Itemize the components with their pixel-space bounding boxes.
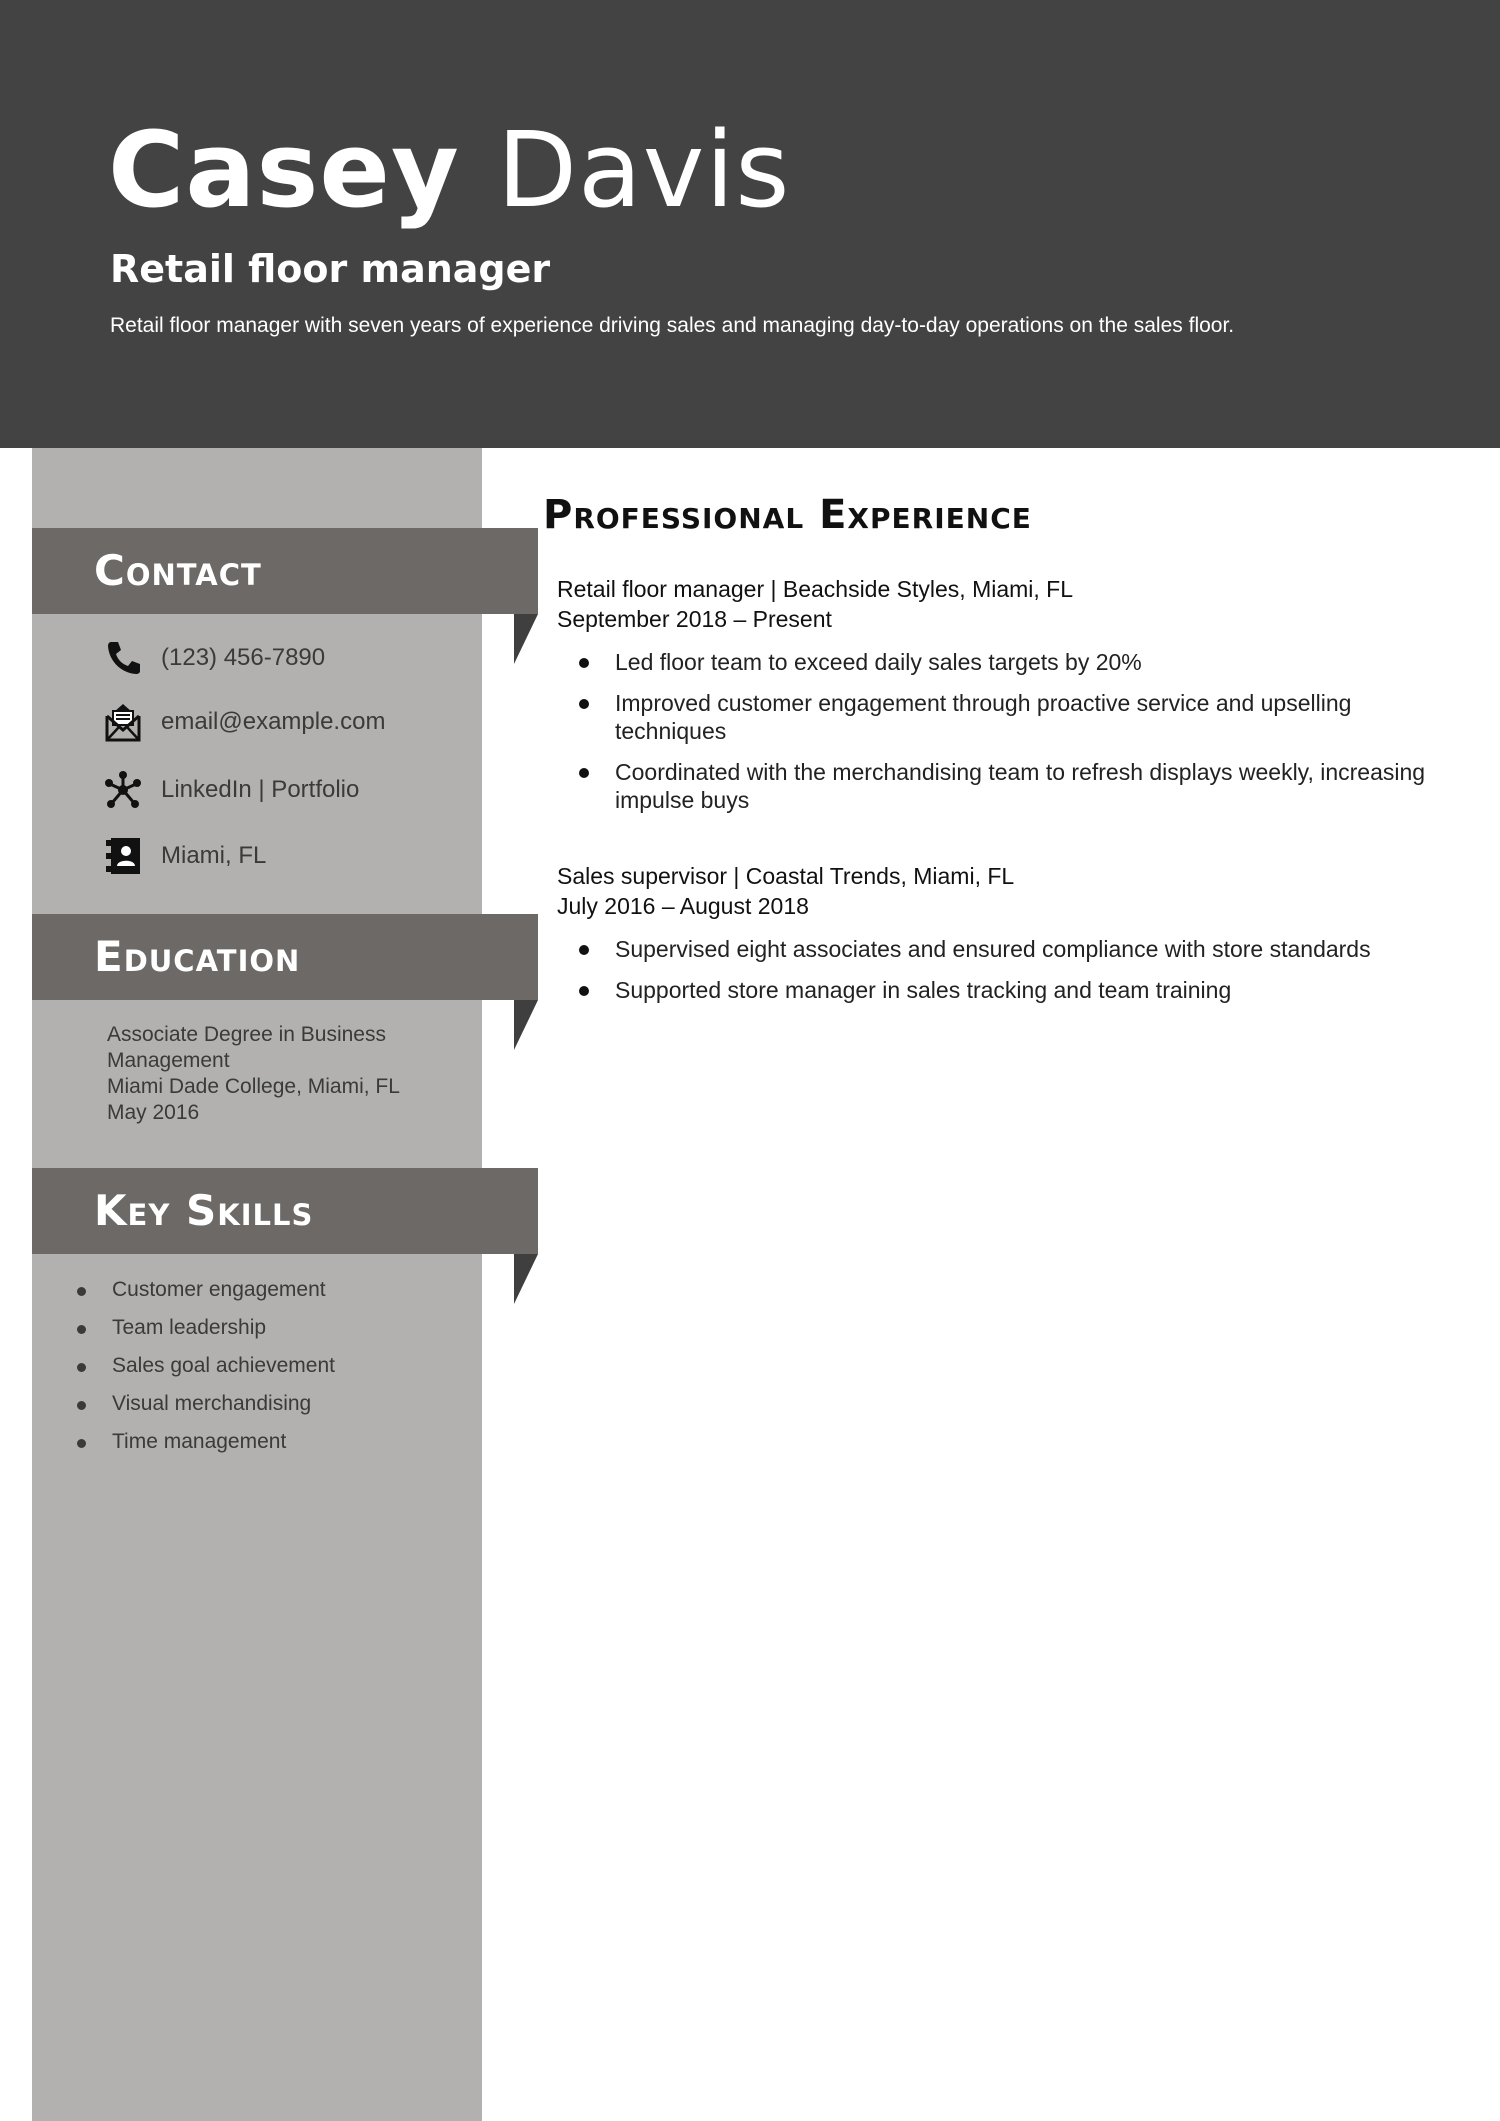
job-bullets bbox=[557, 935, 1457, 1004]
degree-continued: Management bbox=[107, 1049, 230, 1072]
contact-email bbox=[104, 702, 504, 746]
job-title: Retail floor manager bbox=[110, 247, 551, 291]
school: Miami Dade College, Miami, FL bbox=[107, 1075, 400, 1098]
job-dates: September 2018 – Present bbox=[557, 606, 832, 632]
last-name: Davis bbox=[496, 109, 791, 231]
education-section-header bbox=[32, 914, 538, 1000]
skill-item: Time management bbox=[75, 1423, 335, 1461]
job-bullet: Supported store manager in sales tracking and team training bbox=[557, 976, 1457, 1004]
job-bullet: Supervised eight associates and ensured compliance with store standards bbox=[557, 935, 1457, 963]
job-bullets bbox=[557, 648, 1457, 814]
job-entry bbox=[557, 574, 1457, 827]
phone-icon bbox=[104, 638, 142, 678]
linkedin-portfolio-links[interactable]: LinkedIn | Portfolio bbox=[161, 776, 360, 803]
skill-item: Team leadership bbox=[75, 1309, 335, 1347]
network-icon bbox=[104, 770, 142, 810]
job-bullet: Improved customer engagement through proactive service and upselling techniques bbox=[557, 689, 1457, 745]
address-book-icon bbox=[104, 836, 142, 876]
education-ribbon-fold bbox=[514, 1000, 538, 1050]
first-name: Casey bbox=[108, 109, 460, 231]
contact-location bbox=[104, 836, 504, 880]
job-heading: Retail floor manager | Beachside Styles, Miami, FL bbox=[557, 576, 1074, 602]
phone-number[interactable]: (123) 456-7890 bbox=[161, 644, 326, 671]
skills-heading: Key Skills bbox=[94, 1186, 314, 1235]
skill-item: Customer engagement bbox=[75, 1271, 335, 1309]
experience-heading: Professional Experience bbox=[543, 492, 1032, 538]
skill-item: Sales goal achievement bbox=[75, 1347, 335, 1385]
candidate-name bbox=[108, 108, 790, 232]
location: Miami, FL bbox=[161, 842, 267, 869]
skill-item: Visual merchandising bbox=[75, 1385, 335, 1423]
skills-section-header bbox=[32, 1168, 538, 1254]
graduation-date: May 2016 bbox=[107, 1101, 200, 1124]
job-bullet: Led floor team to exceed daily sales targets by 20% bbox=[557, 648, 1457, 676]
contact-ribbon-fold bbox=[514, 614, 538, 664]
contact-phone bbox=[104, 638, 504, 682]
email-icon bbox=[104, 702, 142, 742]
job-heading: Sales supervisor | Coastal Trends, Miami, FL bbox=[557, 863, 1015, 889]
skills-ribbon-fold bbox=[514, 1254, 538, 1304]
email-address[interactable]: email@example.com bbox=[161, 708, 386, 735]
profile-summary: Retail floor manager with seven years of experience driving sales and managing day-to-day operations on the sales floor. bbox=[110, 314, 1235, 337]
skills-list bbox=[75, 1271, 335, 1461]
degree: Associate Degree in Business bbox=[107, 1023, 386, 1046]
contact-section-header bbox=[32, 528, 538, 614]
contact-links bbox=[104, 770, 504, 814]
resume-header bbox=[0, 0, 1500, 448]
job-entry bbox=[557, 861, 1457, 1017]
job-dates: July 2016 – August 2018 bbox=[557, 893, 809, 919]
education-heading: Education bbox=[94, 932, 301, 981]
job-bullet: Coordinated with the merchandising team to refresh displays weekly, increasing impulse buys bbox=[557, 758, 1457, 814]
contact-heading: Contact bbox=[94, 546, 262, 595]
